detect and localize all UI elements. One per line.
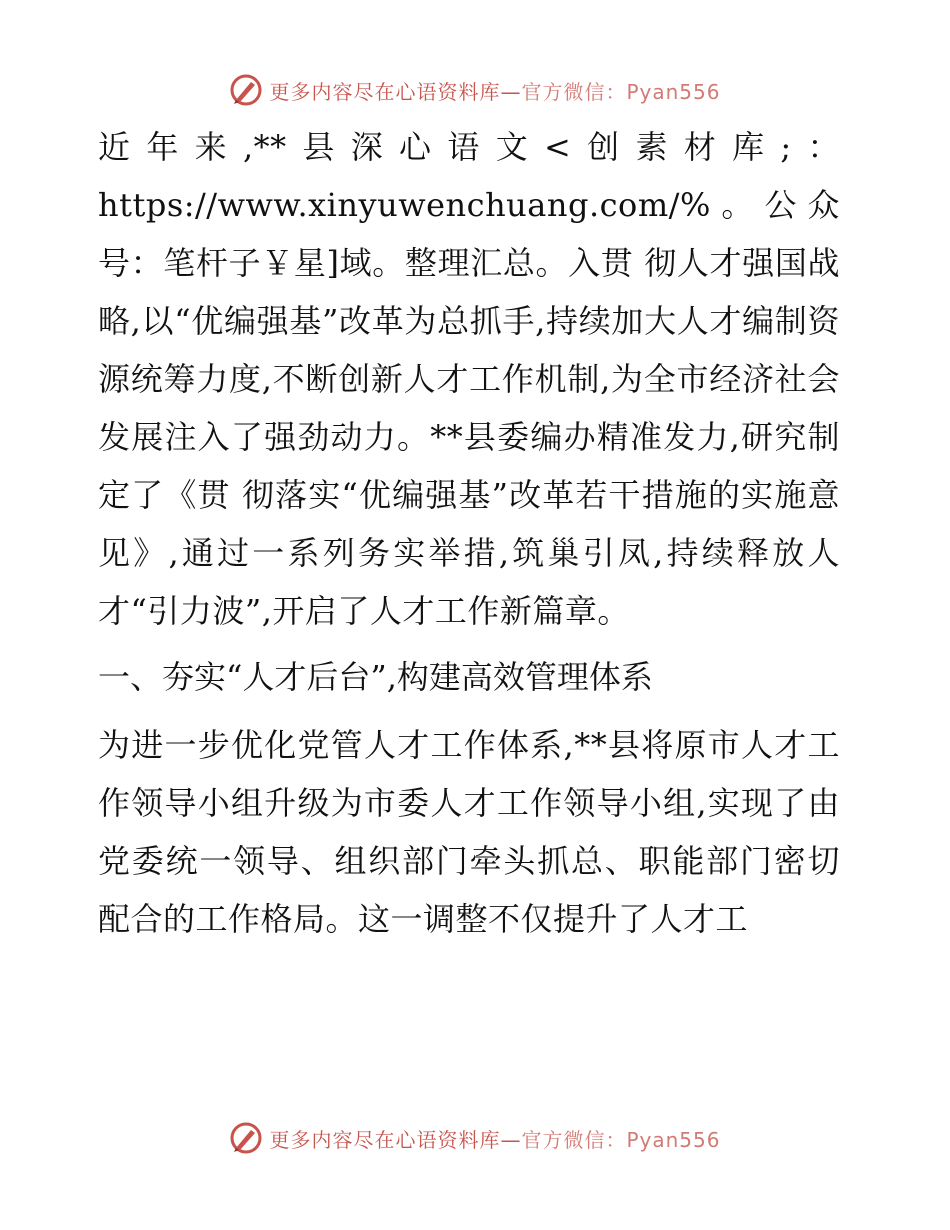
paragraph-intro: 近年来,**县深心语文<创素材库;：https://www.xinyuwenchuang.com/%。公众号：笔杆子￥星]域。整理汇总。入贯 彻人才强国战略,以“优编强基”改革为总抓手,持续加大人才编制资源统筹力度,不断创新人才工作机制,为全市经济社会发展注入了强劲动力。**县委编办精准发力,研究制定了《贯 彻落实“优编强基”改革若干措施的实施意见》,通过一系列务实举措,筑巢引凤,持续释放人才“引力波”,开启了人才工作新篇章。: [98, 128, 840, 630]
footer-banner: [0, 1118, 950, 1158]
pen-logo-icon: [229, 1121, 263, 1155]
banner-text: 更多内容尽在心语资料库—官方微信：Pyan556: [269, 79, 721, 104]
banner-text: 更多内容尽在心语资料库—官方微信：Pyan556: [269, 1127, 721, 1152]
header-banner: [0, 70, 950, 110]
section-heading-1: 一、夯实“人才后台”,构建高效管理体系: [98, 658, 653, 696]
pen-logo-icon: [229, 73, 263, 107]
paragraph-section-1: 为进一步优化党管人才工作体系,**县将原市人才工作领导小组升级为市委人才工作领导小组,实现了由党委统一领导、组织部门牵头抓总、职能部门密切配合的工作格局。这一调整不仅提升了人才工: [98, 726, 840, 938]
document-body: [98, 118, 840, 948]
